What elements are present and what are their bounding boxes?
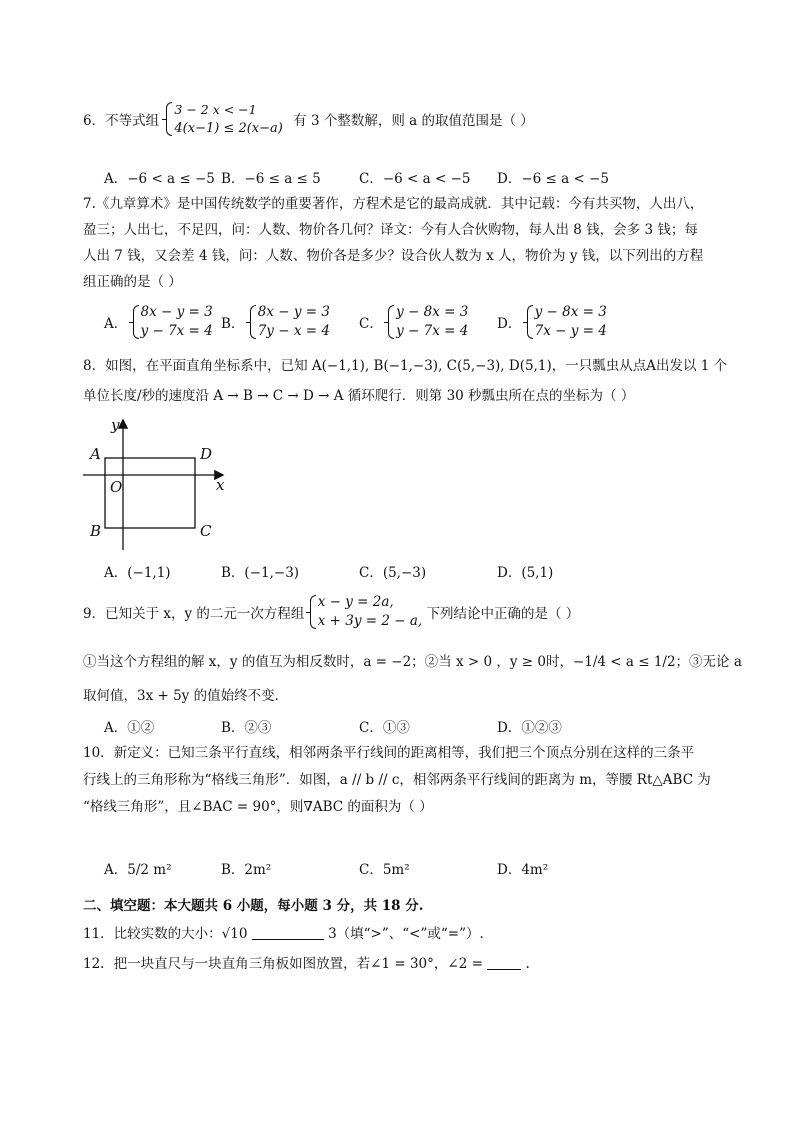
- section2-title: 二、填空题：本大题共 6 小题，每小题 3 分，共 18 分.: [83, 898, 424, 914]
- q12-blank[interactable]: [487, 955, 521, 970]
- q10-line-2: 行线上的三角形称为“格线三角形”．如图，a // b // c，相邻两条平行线间的距离为 m，等腰 Rt△ABC 为: [83, 772, 711, 788]
- q8-line-2: 单位长度/秒的速度沿 A → B → C → D → A 循环爬行．则第 30 秒瓢虫所在点的坐标为（ ）: [83, 388, 635, 404]
- q9-option-b: B．②③: [221, 720, 272, 736]
- q9-eq2: x + 3y = 2 − a,: [317, 613, 423, 629]
- q7-line-2: 盈三；人出七，不足四，问：人数、物价各几何？译文：今有人合伙购物，每人出 8 钱，会多 3 钱；每: [83, 222, 698, 238]
- q7-option-b-eq2: 7y − x = 4: [257, 323, 330, 339]
- q6-sys-line1: 3 − 2 x < −1: [174, 102, 257, 117]
- q8-coordinate-figure: [80, 418, 240, 558]
- label-a: A: [90, 445, 101, 463]
- q9-line-3: 取何值，3x + 5y 的值始终不变．: [83, 688, 289, 704]
- q7-option-b-eq1: 8x − y = 3: [257, 304, 330, 320]
- q6-sys-line2: 4(x−1) ≤ 2(x−a): [174, 121, 283, 136]
- label-o: O: [110, 478, 123, 496]
- q7-option-c-label: C．: [359, 316, 383, 332]
- q10-option-d: D．4m²: [497, 862, 549, 878]
- q12-text-before: 12．把一块直尺与一块直角三角板如图放置，若∠1 = 30°，∠2 =: [83, 956, 483, 972]
- q6-option-a: A．−6 < a ≤ −5: [104, 171, 215, 187]
- q7-option-d-label: D．: [497, 316, 522, 332]
- label-y: y: [111, 418, 120, 434]
- label-d: D: [200, 445, 213, 463]
- q11-text-after: 3（填“>”、“<”或“=”）.: [328, 926, 484, 942]
- q9-eq1: x − y = 2a,: [317, 594, 394, 610]
- q7-option-c-eq2: y − 7x = 4: [396, 323, 469, 339]
- q7-option-c: [359, 303, 468, 341]
- q10-line-3: “格线三角形”，且∠BAC = 90°，则∇ABC 的面积为（ ）: [83, 799, 433, 815]
- q9-option-c: C．①③: [359, 720, 410, 736]
- q8-option-d: D．(5,1): [497, 565, 554, 581]
- q8-line-1: 8．如图，在平面直角坐标系中，已知 A(−1,1), B(−1,−3), C(5,−3), D(5,1)，一只瓢虫从点A出发以 1 个: [83, 358, 728, 374]
- q6-option-c: C．−6 < a < −5: [359, 171, 471, 187]
- q7-line-1: 7.《九章算术》是中国传统数学的重要著作，方程术是它的最高成就．其中记载：今有共买物，人出八，: [83, 196, 704, 212]
- q9-prefix: 9．已知关于 x，y 的二元一次方程组: [83, 606, 305, 622]
- q7-option-d-eq1: y − 8x = 3: [534, 304, 607, 320]
- q12-text-after: .: [525, 956, 530, 972]
- q7-option-c-eq1: y − 8x = 3: [396, 304, 469, 320]
- q7-line-3: 人出 7 钱，又会差 4 钱，问：人数、物价各是多少？设合伙人数为 x 人，物价为 y 钱，以下列出的方程: [83, 248, 704, 264]
- q6-prefix: 6．不等式组: [83, 113, 160, 129]
- q6-system: [165, 100, 282, 138]
- q7-option-a: [104, 303, 213, 341]
- q8-option-b: B．(−1,−3): [221, 565, 300, 581]
- q6-option-b: B．−6 ≤ a ≤ 5: [221, 171, 321, 187]
- q7-option-b: [221, 303, 330, 341]
- q8-option-c: C．(5,−3): [359, 565, 427, 581]
- q9-option-d: D．①②③: [497, 720, 562, 736]
- q8-option-a: A．(−1,1): [104, 565, 171, 581]
- label-b: B: [90, 522, 102, 540]
- q6-option-d: D．−6 ≤ a < −5: [497, 171, 609, 187]
- q6: [83, 100, 534, 138]
- q10-option-a: A．5/2 m²: [104, 862, 172, 878]
- q11-blank[interactable]: [252, 925, 324, 940]
- q9-line-2: ①当这个方程组的解 x，y 的值互为相反数时，a = −2；②当 x > 0 ，y ≥ 0时，−1/4 < a ≤ 1/2；③无论 a: [83, 654, 742, 670]
- q12: [83, 952, 530, 972]
- q10-option-b: B．2m²: [221, 862, 272, 878]
- q7-option-a-eq1: 8x − y = 3: [140, 304, 213, 320]
- q7-option-d: [497, 303, 607, 341]
- q7-line-4: 组正确的是（ ）: [83, 274, 182, 290]
- q11: [83, 922, 484, 942]
- q7-option-a-label: A．: [104, 316, 128, 332]
- q9-suffix: 下列结论中正确的是（ ）: [426, 606, 580, 622]
- q9: [83, 593, 579, 631]
- q7-option-a-eq2: y − 7x = 4: [140, 323, 213, 339]
- q6-suffix: 有 3 个整数解，则 a 的取值范围是（ ）: [293, 113, 534, 129]
- q10-option-c: C．5m²: [359, 862, 410, 878]
- q7-option-b-label: B．: [221, 316, 245, 332]
- q11-text-before: 11．比较实数的大小：√10: [83, 926, 248, 942]
- q9-option-a: A．①②: [104, 720, 155, 736]
- label-x: x: [216, 476, 225, 494]
- label-c: C: [200, 522, 212, 540]
- q7-option-d-eq2: 7x − y = 4: [534, 323, 607, 339]
- q10-line-1: 10．新定义：已知三条平行直线，相邻两条平行线间的距离相等，我们把三个顶点分别在这样的三条平: [83, 745, 695, 761]
